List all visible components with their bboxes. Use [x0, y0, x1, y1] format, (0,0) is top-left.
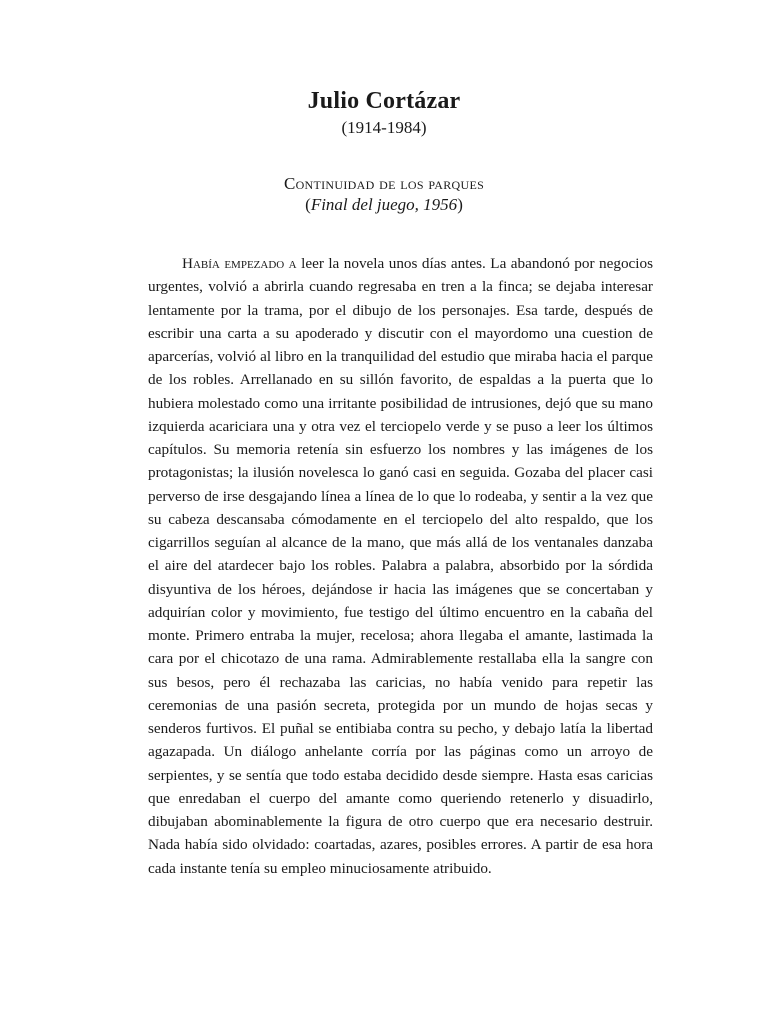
- body-text: leer la novela unos días antes. La abandonó por negocios urgentes, volvió a abrirla cuando regresaba en tren a la finca; se dejaba interesar lentamente por la trama, por el dibujo de los personajes. Esa tarde, después de escribir una carta a su apoderado y discutir con el mayordomo una cuestion de aparcerías, volvió al libro en la tranquilidad del estudio que miraba hacia el parque de los robles. Arrellanado en su sillón favorito, de espaldas a la puerta que lo hubiera molestado como una irritante posibilidad de intrusiones, dejó que su mano izquierda acariciara una y otra vez el terciopelo verde y se puso a leer los últimos capítulos. Su memoria retenía sin esfuerzo los nombres y las imágenes de los protagonistas; la ilusión novelesca lo ganó casi en seguida. Gozaba del placer casi perverso de irse desgajando línea a línea de lo que lo rodeaba, y sentir a la vez que su cabeza descansaba cómodamente en el terciopelo del alto respaldo, que los cigarrillos seguían al alcance de la mano, que más allá de los ventanales danzaba el aire del atardecer bajo los robles. Palabra a palabra, absorbido por la sórdida disyuntiva de los héroes, dejándose ir hacia las imágenes que se concertaban y adquirían color y movimiento, fue testigo del último encuentro en la cabaña del monte. Primero entraba la mujer, recelosa; ahora llegaba el amante, lastimada la cara por el chicotazo de una rama. Admirablemente restallaba ella la sangre con sus besos, pero él rechazaba las caricias, no había venido para repetir las ceremonias de una pasión secreta, protegida por un mundo de hojas secas y senderos furtivos. El puñal se entibiaba contra su pecho, y debajo latía la libertad agazapada. Un diálogo anhelante corría por las páginas como un arroyo de serpientes, y se sentía que todo estaba decidido desde siempre. Hasta esas caricias que enredaban el cuerpo del amante como queriendo retenerlo y disuadirlo, dibujaban abominablemente la figura de otro cuerpo que era necesario destruir. Nada había sido olvidado: coartadas, azares, posibles errores. A partir de esa hora cada instante tenía su empleo minuciosamente atribuido.: [148, 255, 654, 877]
- author-name: Julio Cortázar: [307, 88, 461, 114]
- author-years: (1914-1984): [341, 118, 427, 137]
- lead-words: Había empezado a: [182, 255, 297, 272]
- collection-close-paren: ): [457, 195, 463, 214]
- story-body-paragraph: [148, 252, 653, 880]
- collection-line: [0, 195, 768, 215]
- collection-open-paren: (: [305, 195, 311, 214]
- story-title: Continuidad de los parques: [283, 174, 485, 193]
- collection-title: Final del juego, 1956: [310, 195, 458, 214]
